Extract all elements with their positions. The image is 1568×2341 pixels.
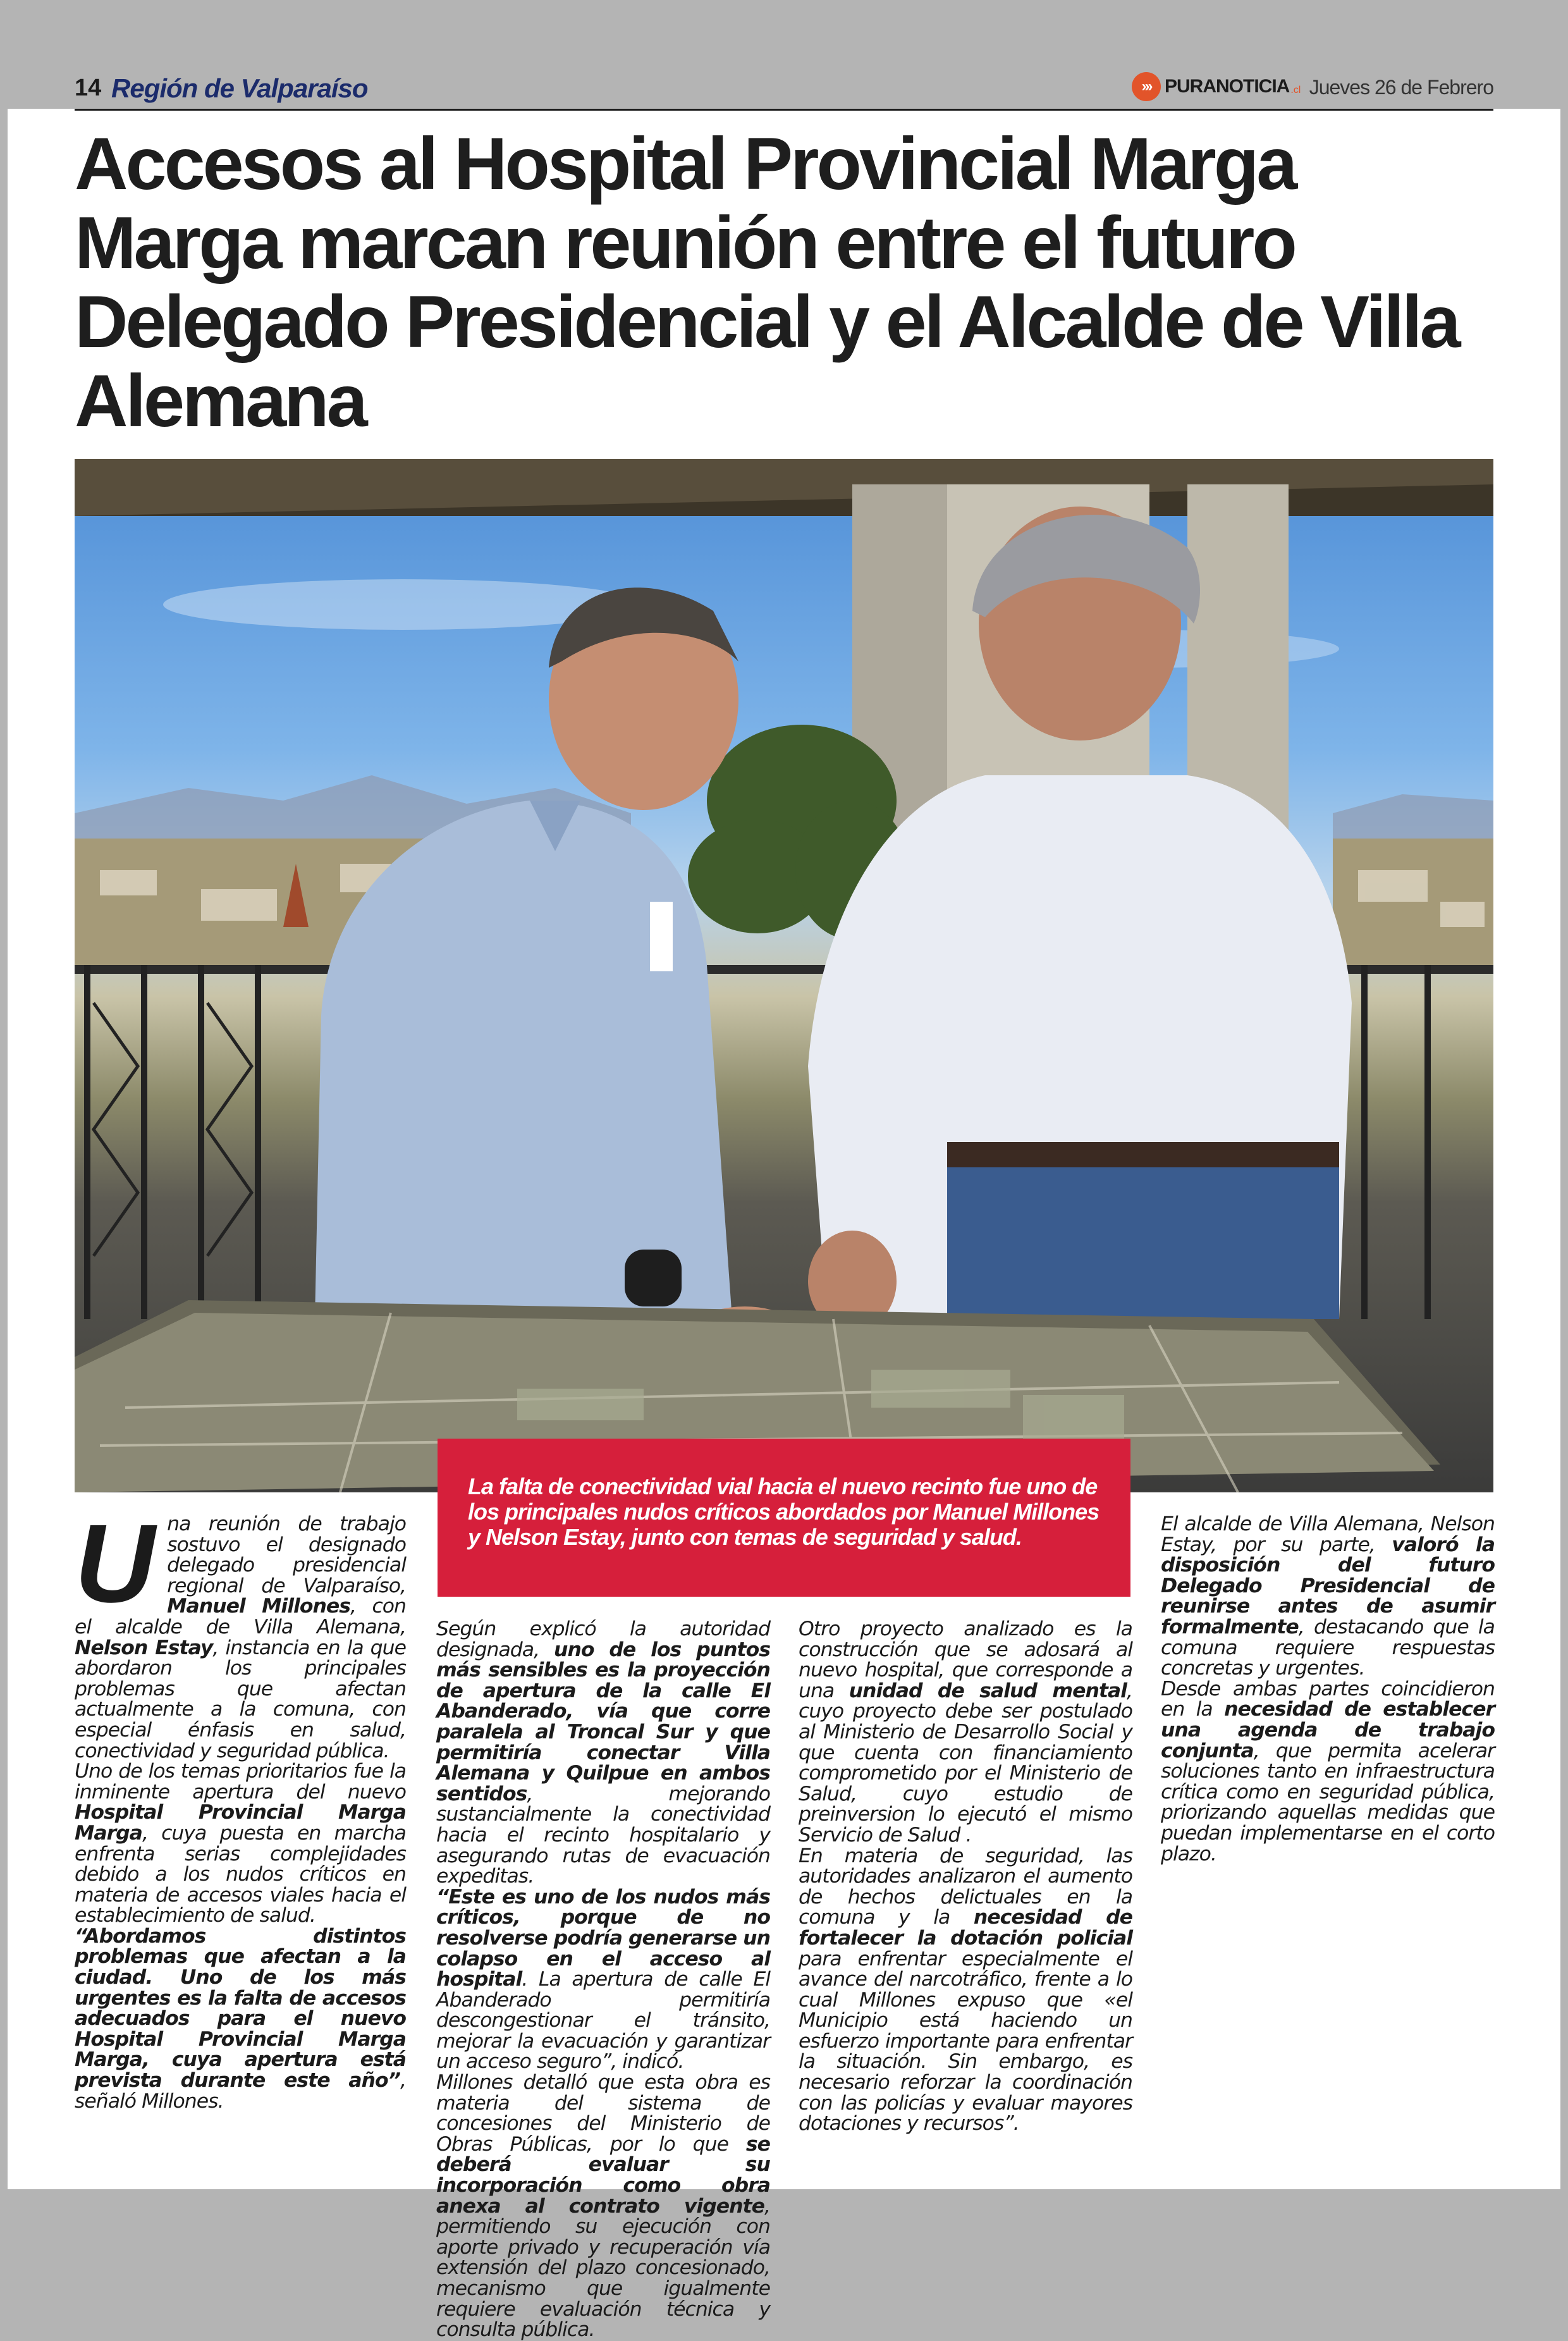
article-photo — [75, 459, 1493, 1492]
article-paragraph: Millones detalló que esta obra es materia del sistema de concesiones del Ministerio de Obras Públicas, por lo que se deberá evaluar su incorporación como obra anexa al contrato vigente, permitiendo su ejecución con aporte privado y recuperación vía extensión del plazo concesionado, mecanismo que igualmente requiere evaluación técnica y consulta pública. — [436, 2071, 770, 2341]
page-number: 14 — [75, 75, 102, 101]
brand-suffix: .cl — [1290, 85, 1301, 95]
play-arrows-icon: ››› — [1132, 72, 1161, 101]
article-column-1 — [75, 1502, 406, 2113]
article-paragraph: Uno de los temas prioritarios fue la inminente apertura del nuevo Hospital Provincial Marga Marga, cuya puesta en marcha enfrenta serias complejidades debido a los nudos críticos en materia de accesos viales hacia el establecimiento de salud. — [75, 1760, 406, 1927]
issue-date: Jueves 26 de Febrero — [1309, 76, 1493, 99]
article-paragraph: Una reunión de trabajo sostuvo el designado delegado presidencial regional de Valparaíso, Manuel Millones, con el alcalde de Villa Alemana, Nelson Estay, instancia en la que abordaron los principales problemas que afectan actualmente a la comuna, con especial énfasis en salud, conectividad y seguridad pública. — [75, 1502, 406, 1762]
article-column-2 — [436, 1619, 770, 2340]
article-quote: “Este es uno de los nudos más críticos, porque de no resolverse podría generarse un colapso en el acceso al hospital. La apertura de calle El Abanderado permitiría descongestionar el tránsito, mejorar la evacuación y garantizar un acceso seguro”, indicó. — [436, 1885, 770, 2074]
header-divider — [75, 109, 1493, 111]
article-paragraph: Según explicó la autoridad designada, uno de los puntos más sensibles es la proyección de apertura de la calle El Abanderado, vía que corre paralela al Troncal Sur y que permitiría conectar Villa Alemana y Quilpue en ambos sentidos, mejorando sustancialmente la conectividad hacia el recinto hospitalario y asegurando rutas de evacuación expeditas. — [436, 1618, 771, 1888]
drop-cap: U — [75, 1502, 155, 1626]
photo-caption: La falta de conectividad vial hacia el nuevo recinto fue uno de los principales nudos críticos abordados por Manuel Millones y Nelson Estay, junto con temas de seguridad y salud. — [438, 1439, 1130, 1597]
article-headline: Accesos al Hospital Provincial Marga Marga marcan reunión entre el futuro Delegado Presidencial y el Alcalde de Villa Alemana — [75, 122, 1459, 442]
brand-logo[interactable] — [1132, 71, 1301, 102]
article-paragraph: En materia de seguridad, las autoridades analizaron el aumento de hechos delictuales en la comuna y la necesidad de fortalecer la dotación policial para enfrentar especialmente el avance del narcotráfico, frente a lo cual Millones expuso que «el Municipio está haciendo un esfuerzo importante para enfrentar la situación. Sin embargo, es necesario reforzar la coordinación con las policías y evaluar mayores dotaciones y recursos”. — [799, 1844, 1132, 2135]
article-paragraph: Otro proyecto analizado es la construcción que se adosará al nuevo hospital, que corresponde a una unidad de salud mental, cuyo proyecto debe ser postulado al Ministerio de Desarrollo Social y que cuenta con financiamiento comprometido por el Ministerio de Salud, cuyo estudio de preinversion lo ejecutó el mismo Servicio de Salud . — [799, 1618, 1132, 1846]
article-quote: “Abordamos distintos problemas que afectan a la ciudad. Uno de los más urgentes es la falta de accesos adecuados para el nuevo Hospital Provincial Marga Marga, cuya apertura está prevista durante este año”, señaló Millones. — [75, 1924, 406, 2113]
brand-name: PURANOTICIA — [1165, 76, 1290, 97]
article-paragraph: Desde ambas partes coincidieron en la necesidad de establecer una agenda de trabajo conjunta, que permita acelerar soluciones tanto en infraestructura crítica como en seguridad pública, priorizando aquellas medidas que puedan implementarse en el corto plazo. — [1161, 1677, 1495, 1865]
article-paragraph: El alcalde de Villa Alemana, Nelson Estay, por su parte, valoró la disposición del futuro Delegado Presidencial de reunirse antes de asumir formalmente, destacando que la comuna requiere respuestas concretas y urgentes. — [1161, 1513, 1495, 1680]
section-title: Región de Valparaíso — [111, 73, 368, 103]
article-column-3 — [799, 1619, 1132, 2134]
article-column-4 — [1161, 1514, 1495, 1864]
